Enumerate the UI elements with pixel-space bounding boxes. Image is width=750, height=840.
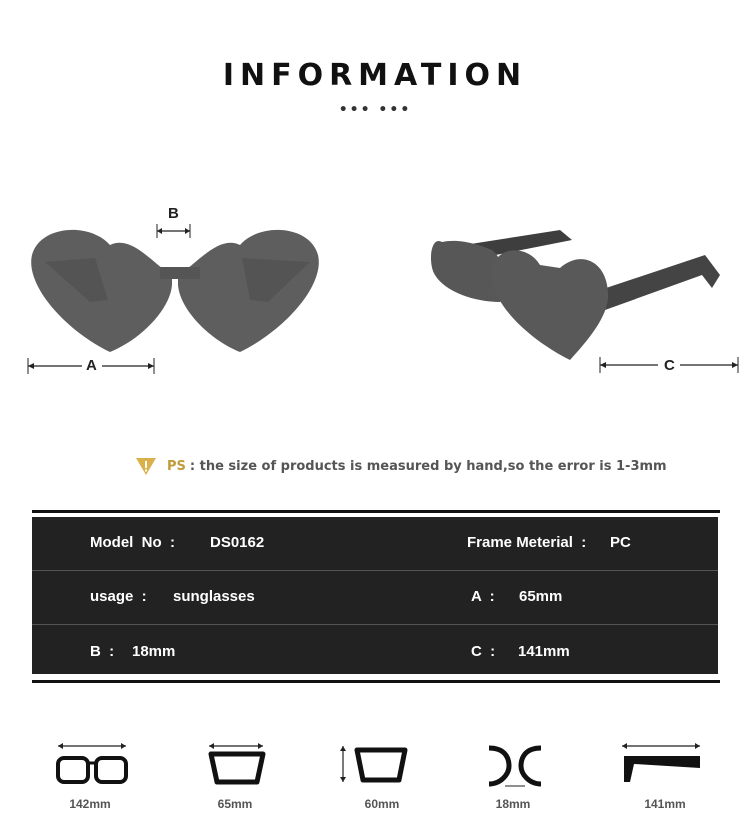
b-value: 18mm xyxy=(132,643,176,660)
model-value: DS0162 xyxy=(210,534,265,551)
note-text: : the size of products is measured by hand,so the error is 1-3mm xyxy=(189,458,667,474)
label-b: B xyxy=(168,205,179,222)
table-row xyxy=(32,571,718,623)
title-dots: ••• ••• xyxy=(338,102,412,118)
c-value: 141mm xyxy=(518,643,570,660)
table-row xyxy=(32,626,718,678)
a-label: A : xyxy=(471,588,495,605)
bridge-width-icon xyxy=(485,740,545,790)
warning-icon xyxy=(135,456,157,476)
right-lens xyxy=(178,230,319,352)
table-bottom-rule xyxy=(32,680,720,683)
c-label: C : xyxy=(471,643,496,660)
usage-label: usage : xyxy=(90,588,147,605)
label-a: A xyxy=(86,357,97,374)
measurement-note xyxy=(135,456,667,476)
page-title: INFORMATION xyxy=(222,58,528,93)
bridge-width-value: 18mm xyxy=(495,797,531,811)
usage-value: sunglasses xyxy=(173,588,255,605)
label-c: C xyxy=(664,357,675,374)
frame-width-icon xyxy=(52,738,132,788)
note-prefix: PS xyxy=(167,458,186,474)
row-divider xyxy=(32,624,718,625)
lens-width-icon xyxy=(205,738,269,788)
lens-height-icon xyxy=(335,740,415,788)
side-view-sunglasses xyxy=(420,220,750,390)
front-view-sunglasses xyxy=(20,200,330,390)
table-row xyxy=(32,517,718,569)
material-value: PC xyxy=(610,534,631,551)
lens-height-value: 60mm xyxy=(364,797,400,811)
spec-table xyxy=(32,517,718,674)
temple-length-icon xyxy=(616,738,706,788)
material-label: Frame Meterial : xyxy=(467,534,587,551)
table-top-rule xyxy=(32,510,720,513)
lens-width-value: 65mm xyxy=(217,797,253,811)
model-label: Model No : xyxy=(90,534,175,551)
frame-width-value: 142mm xyxy=(69,797,111,811)
b-label: B : xyxy=(90,643,115,660)
left-lens xyxy=(31,230,172,352)
front-temple xyxy=(600,255,720,310)
near-lens xyxy=(491,250,608,360)
temple-length-value: 141mm xyxy=(644,797,686,811)
a-value: 65mm xyxy=(519,588,563,605)
